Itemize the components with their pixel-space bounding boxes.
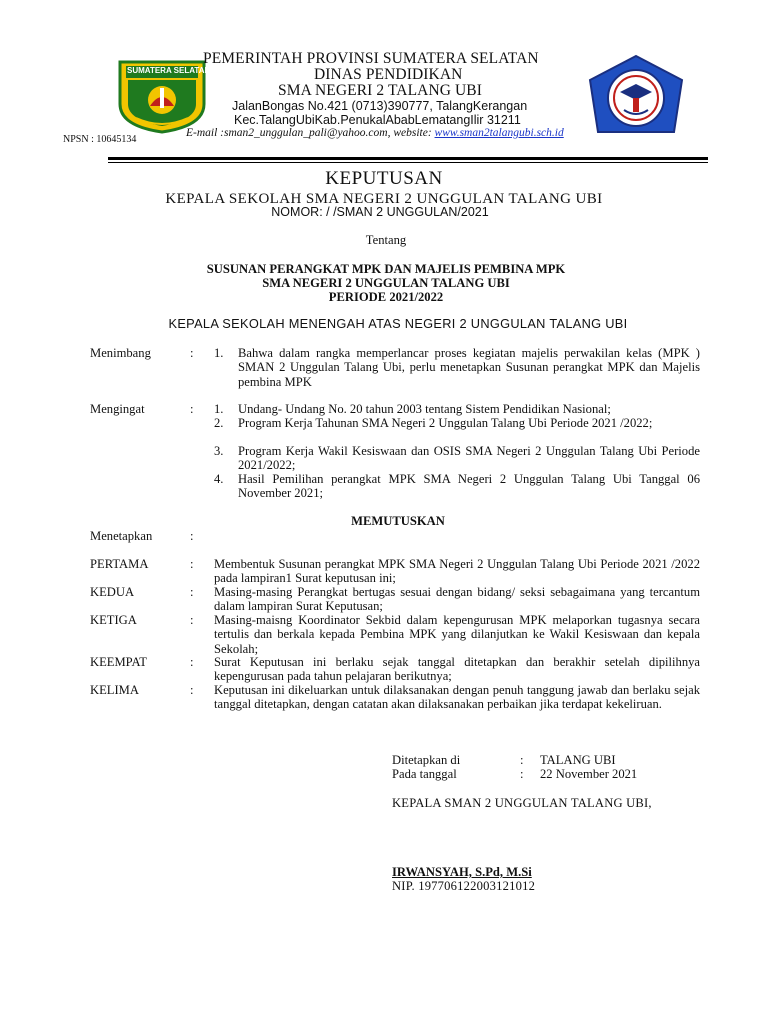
menimbang-item-text: Bahwa dalam rangka memperlancar proses kegiatan majelis perwakilan kelas (MPK ) SMAN 2 Unggulan Talang Ubi, perlu menetapkan Susunan perangkat MPK dan Majelis pembina MPK [238, 346, 700, 389]
school-emblem-logo [586, 54, 686, 138]
mengingat-item-number: 4. [214, 472, 224, 486]
mengingat-item-number: 1. [214, 402, 224, 416]
document-subject-1: SUSUNAN PERANGKAT MPK DAN MAJELIS PEMBINA MPK [206, 262, 566, 276]
decision-text-kelima: Keputusan ini dikeluarkan untuk dilaksanakan dengan penuh tanggung jawab dan berlaku sejak tanggal ditetapkan, dengan catatan akan dilaksanakan perbaikan jika terdapat kekeliruan. [214, 683, 700, 712]
website-link[interactable]: www.sman2talangubi.sch.id [434, 127, 564, 139]
mengingat-item-text: Program Kerja Tahunan SMA Negeri 2 Unggulan Talang Ubi Periode 2021 /2022; [238, 416, 653, 430]
document-subject-3: PERIODE 2021/2022 [328, 290, 444, 304]
email-text: E-mail :sman2_unggulan_pali@yahoo.com, website: [186, 127, 435, 139]
mengingat-colon: : [190, 402, 194, 416]
decision-colon: : [190, 557, 194, 571]
letterhead-line-school: SMA NEGERI 2 TALANG UBI [278, 82, 482, 99]
signature-nip: NIP. 197706122003121012 [392, 879, 536, 893]
npsn-number: NPSN : 10645134 [63, 134, 137, 145]
letterhead-contact [186, 127, 564, 139]
decision-colon: : [190, 683, 194, 697]
letterhead-divider-thin [108, 162, 708, 163]
decision-text-kedua: Masing-masing Perangkat bertugas sesuai dengan bidang/ seksi sebagaimana yang tercantum dalam lampiran Surat Keputusan; [214, 585, 700, 614]
menimbang-item-number: 1. [214, 346, 224, 360]
signature-place-colon: : [520, 753, 524, 767]
mengingat-item-number: 3. [214, 444, 224, 458]
letterhead-address-1: JalanBongas No.421 (0713)390777, TalangKerangan [232, 99, 528, 113]
document-subject-2: SMA NEGERI 2 UNGGULAN TALANG UBI [262, 276, 510, 290]
decision-colon: : [190, 585, 194, 599]
signature-date-label: Pada tanggal [392, 767, 457, 781]
decision-colon: : [190, 655, 194, 669]
decision-label-keempat: KEEMPAT [90, 655, 147, 669]
signature-place-label: Ditetapkan di [392, 753, 461, 767]
signature-name: IRWANSYAH, S.Pd, M.Si [392, 865, 532, 879]
menimbang-label: Menimbang [90, 346, 151, 360]
menimbang-colon: : [190, 346, 194, 360]
document-tentang: Tentang [365, 233, 407, 247]
signature-date-value: 22 November 2021 [540, 767, 638, 781]
letterhead-line-government: PEMERINTAH PROVINSI SUMATERA SELATAN [203, 50, 539, 67]
decision-text-keempat: Surat Keputusan ini berlaku sejak tanggal ditetapkan dan berakhir setelah dipilihnya kepengurusan pada tahun pelajaran berikutnya; [214, 655, 700, 684]
decision-label-kedua: KEDUA [90, 585, 135, 599]
document-subtitle: KEPALA SEKOLAH SMA NEGERI 2 UNGGULAN TALANG UBI [165, 191, 603, 207]
signature-position: KEPALA SMAN 2 UNGGULAN TALANG UBI, [392, 796, 652, 810]
emblem-banner-text: SUMATERA SELATAN [127, 66, 211, 75]
mengingat-item-text: Undang- Undang No. 20 tahun 2003 tentang Sistem Pendidikan Nasional; [238, 402, 611, 416]
decision-text-pertama: Membentuk Susunan perangkat MPK SMA Negeri 2 Unggulan Talang Ubi Periode 2021 /2022 pada lampiran1 Surat keputusan ini; [214, 557, 700, 586]
menetapkan-label: Menetapkan [90, 529, 153, 543]
mengingat-label: Mengingat [90, 402, 145, 416]
document-issuer: KEPALA SEKOLAH MENENGAH ATAS NEGERI 2 UNGGULAN TALANG UBI [168, 316, 628, 331]
memutuskan-heading: MEMUTUSKAN [351, 514, 445, 528]
mengingat-item-text: Hasil Pemilihan perangkat MPK SMA Negeri 2 Unggulan Talang Ubi Tanggal 06 November 2021; [238, 472, 700, 501]
decision-label-ketiga: KETIGA [90, 613, 137, 627]
decision-label-kelima: KELIMA [90, 683, 139, 697]
decision-label-pertama: PERTAMA [90, 557, 149, 571]
decision-text-ketiga: Masing-maisng Koordinator Sekbid dalam kepengurusan MPK melaporkan tugasnya secara tertulis dan berkala kepada Pembina MPK yang dilanjutkan ke Wakil Kesiswaan dan kepala Sekolah; [214, 613, 700, 656]
letterhead-address-2: Kec.TalangUbiKab.PenukalAbabLematangIlir 31211 [234, 113, 521, 127]
letterhead-divider-thick [108, 157, 708, 160]
letterhead-line-office: DINAS PENDIDIKAN [314, 66, 463, 83]
document-number: NOMOR: / /SMAN 2 UNGGULAN/2021 [271, 205, 489, 219]
menetapkan-colon: : [190, 529, 194, 543]
signature-place-value: TALANG UBI [540, 753, 616, 767]
decision-colon: : [190, 613, 194, 627]
signature-date-colon: : [520, 767, 524, 781]
mengingat-item-text: Program Kerja Wakil Kesiswaan dan OSIS SMA Negeri 2 Unggulan Talang Ubi Periode 2021/2022; [238, 444, 700, 473]
mengingat-item-number: 2. [214, 416, 224, 430]
document-title: KEPUTUSAN [325, 168, 443, 189]
